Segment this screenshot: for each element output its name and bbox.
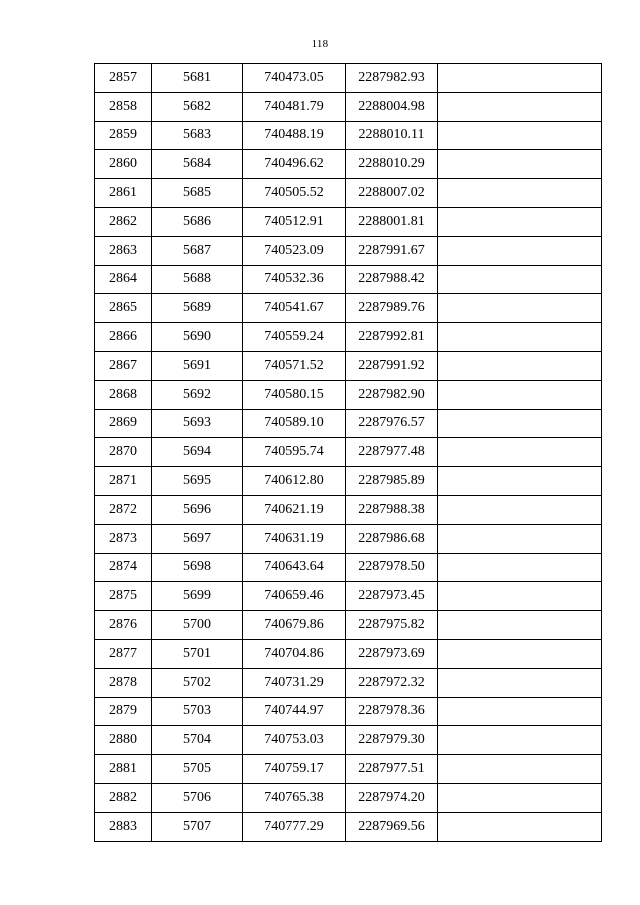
page-number: 118 [311, 38, 329, 50]
table-row [95, 582, 602, 611]
row-index-cell: 2860 [95, 150, 152, 179]
point-number-cell: 5687 [152, 236, 243, 265]
point-number-cell: 5699 [152, 582, 243, 611]
x-coordinate-cell: 740589.10 [243, 409, 346, 438]
point-number-cell: 5704 [152, 726, 243, 755]
point-number-cell: 5697 [152, 524, 243, 553]
point-number-cell: 5700 [152, 611, 243, 640]
x-coordinate-cell: 740679.86 [243, 611, 346, 640]
notes-cell [438, 294, 602, 323]
row-index-cell: 2881 [95, 755, 152, 784]
y-coordinate-cell: 2287969.56 [346, 812, 438, 841]
x-coordinate-cell: 740532.36 [243, 265, 346, 294]
notes-cell [438, 438, 602, 467]
row-index-cell: 2874 [95, 553, 152, 582]
notes-cell [438, 495, 602, 524]
table-row [95, 121, 602, 150]
notes-cell [438, 639, 602, 668]
notes-cell [438, 265, 602, 294]
x-coordinate-cell: 740505.52 [243, 179, 346, 208]
row-index-cell: 2871 [95, 467, 152, 496]
notes-cell [438, 207, 602, 236]
point-number-cell: 5698 [152, 553, 243, 582]
y-coordinate-cell: 2287988.42 [346, 265, 438, 294]
table-row [95, 467, 602, 496]
point-number-cell: 5691 [152, 351, 243, 380]
y-coordinate-cell: 2287979.30 [346, 726, 438, 755]
point-number-cell: 5702 [152, 668, 243, 697]
notes-cell [438, 755, 602, 784]
x-coordinate-cell: 740643.64 [243, 553, 346, 582]
point-number-cell: 5695 [152, 467, 243, 496]
x-coordinate-cell: 740512.91 [243, 207, 346, 236]
point-number-cell: 5686 [152, 207, 243, 236]
notes-cell [438, 467, 602, 496]
table-row [95, 64, 602, 93]
table-row [95, 236, 602, 265]
row-index-cell: 2862 [95, 207, 152, 236]
y-coordinate-cell: 2288010.29 [346, 150, 438, 179]
x-coordinate-cell: 740559.24 [243, 323, 346, 352]
table-row [95, 639, 602, 668]
point-number-cell: 5694 [152, 438, 243, 467]
row-index-cell: 2880 [95, 726, 152, 755]
notes-cell [438, 121, 602, 150]
x-coordinate-cell: 740541.67 [243, 294, 346, 323]
x-coordinate-cell: 740704.86 [243, 639, 346, 668]
notes-cell [438, 236, 602, 265]
row-index-cell: 2861 [95, 179, 152, 208]
y-coordinate-cell: 2287985.89 [346, 467, 438, 496]
x-coordinate-cell: 740777.29 [243, 812, 346, 841]
row-index-cell: 2867 [95, 351, 152, 380]
table-row [95, 611, 602, 640]
y-coordinate-cell: 2287977.51 [346, 755, 438, 784]
table-row [95, 351, 602, 380]
x-coordinate-cell: 740580.15 [243, 380, 346, 409]
y-coordinate-cell: 2287975.82 [346, 611, 438, 640]
notes-cell [438, 323, 602, 352]
table-row [95, 783, 602, 812]
table-row [95, 495, 602, 524]
x-coordinate-cell: 740496.62 [243, 150, 346, 179]
row-index-cell: 2883 [95, 812, 152, 841]
y-coordinate-cell: 2288007.02 [346, 179, 438, 208]
notes-cell [438, 380, 602, 409]
x-coordinate-cell: 740473.05 [243, 64, 346, 93]
x-coordinate-cell: 740631.19 [243, 524, 346, 553]
table-row [95, 553, 602, 582]
notes-cell [438, 553, 602, 582]
y-coordinate-cell: 2287973.69 [346, 639, 438, 668]
point-number-cell: 5705 [152, 755, 243, 784]
row-index-cell: 2869 [95, 409, 152, 438]
y-coordinate-cell: 2287976.57 [346, 409, 438, 438]
coordinates-table-body [95, 64, 602, 842]
y-coordinate-cell: 2287973.45 [346, 582, 438, 611]
x-coordinate-cell: 740731.29 [243, 668, 346, 697]
notes-cell [438, 150, 602, 179]
row-index-cell: 2876 [95, 611, 152, 640]
x-coordinate-cell: 740759.17 [243, 755, 346, 784]
y-coordinate-cell: 2287974.20 [346, 783, 438, 812]
row-index-cell: 2877 [95, 639, 152, 668]
row-index-cell: 2868 [95, 380, 152, 409]
table-row [95, 294, 602, 323]
y-coordinate-cell: 2288004.98 [346, 92, 438, 121]
y-coordinate-cell: 2288001.81 [346, 207, 438, 236]
x-coordinate-cell: 740571.52 [243, 351, 346, 380]
y-coordinate-cell: 2287977.48 [346, 438, 438, 467]
y-coordinate-cell: 2287989.76 [346, 294, 438, 323]
notes-cell [438, 409, 602, 438]
row-index-cell: 2878 [95, 668, 152, 697]
row-index-cell: 2859 [95, 121, 152, 150]
row-index-cell: 2857 [95, 64, 152, 93]
notes-cell [438, 179, 602, 208]
notes-cell [438, 64, 602, 93]
x-coordinate-cell: 740753.03 [243, 726, 346, 755]
point-number-cell: 5688 [152, 265, 243, 294]
notes-cell [438, 726, 602, 755]
y-coordinate-cell: 2287991.92 [346, 351, 438, 380]
row-index-cell: 2872 [95, 495, 152, 524]
table-row [95, 179, 602, 208]
notes-cell [438, 92, 602, 121]
table-row [95, 524, 602, 553]
table-row [95, 265, 602, 294]
table-row [95, 409, 602, 438]
y-coordinate-cell: 2287988.38 [346, 495, 438, 524]
row-index-cell: 2882 [95, 783, 152, 812]
row-index-cell: 2879 [95, 697, 152, 726]
row-index-cell: 2865 [95, 294, 152, 323]
table-row [95, 755, 602, 784]
x-coordinate-cell: 740744.97 [243, 697, 346, 726]
table-row [95, 380, 602, 409]
point-number-cell: 5683 [152, 121, 243, 150]
table-row [95, 150, 602, 179]
x-coordinate-cell: 740765.38 [243, 783, 346, 812]
notes-cell [438, 812, 602, 841]
table-row [95, 726, 602, 755]
coordinates-table [94, 63, 602, 842]
notes-cell [438, 783, 602, 812]
table-row [95, 697, 602, 726]
point-number-cell: 5681 [152, 64, 243, 93]
table-row [95, 323, 602, 352]
y-coordinate-cell: 2287978.36 [346, 697, 438, 726]
y-coordinate-cell: 2287982.93 [346, 64, 438, 93]
x-coordinate-cell: 740659.46 [243, 582, 346, 611]
x-coordinate-cell: 740523.09 [243, 236, 346, 265]
row-index-cell: 2864 [95, 265, 152, 294]
x-coordinate-cell: 740488.19 [243, 121, 346, 150]
row-index-cell: 2866 [95, 323, 152, 352]
row-index-cell: 2875 [95, 582, 152, 611]
notes-cell [438, 582, 602, 611]
table-row [95, 207, 602, 236]
y-coordinate-cell: 2287986.68 [346, 524, 438, 553]
y-coordinate-cell: 2287978.50 [346, 553, 438, 582]
x-coordinate-cell: 740612.80 [243, 467, 346, 496]
notes-cell [438, 668, 602, 697]
point-number-cell: 5689 [152, 294, 243, 323]
notes-cell [438, 697, 602, 726]
row-index-cell: 2863 [95, 236, 152, 265]
x-coordinate-cell: 740481.79 [243, 92, 346, 121]
table-row [95, 668, 602, 697]
row-index-cell: 2858 [95, 92, 152, 121]
table-row [95, 92, 602, 121]
point-number-cell: 5696 [152, 495, 243, 524]
point-number-cell: 5690 [152, 323, 243, 352]
row-index-cell: 2873 [95, 524, 152, 553]
point-number-cell: 5703 [152, 697, 243, 726]
point-number-cell: 5701 [152, 639, 243, 668]
table-row [95, 812, 602, 841]
point-number-cell: 5707 [152, 812, 243, 841]
point-number-cell: 5693 [152, 409, 243, 438]
y-coordinate-cell: 2287972.32 [346, 668, 438, 697]
notes-cell [438, 524, 602, 553]
notes-cell [438, 611, 602, 640]
point-number-cell: 5684 [152, 150, 243, 179]
point-number-cell: 5706 [152, 783, 243, 812]
x-coordinate-cell: 740621.19 [243, 495, 346, 524]
point-number-cell: 5692 [152, 380, 243, 409]
y-coordinate-cell: 2287991.67 [346, 236, 438, 265]
y-coordinate-cell: 2288010.11 [346, 121, 438, 150]
table-row [95, 438, 602, 467]
x-coordinate-cell: 740595.74 [243, 438, 346, 467]
y-coordinate-cell: 2287982.90 [346, 380, 438, 409]
point-number-cell: 5682 [152, 92, 243, 121]
point-number-cell: 5685 [152, 179, 243, 208]
row-index-cell: 2870 [95, 438, 152, 467]
notes-cell [438, 351, 602, 380]
y-coordinate-cell: 2287992.81 [346, 323, 438, 352]
